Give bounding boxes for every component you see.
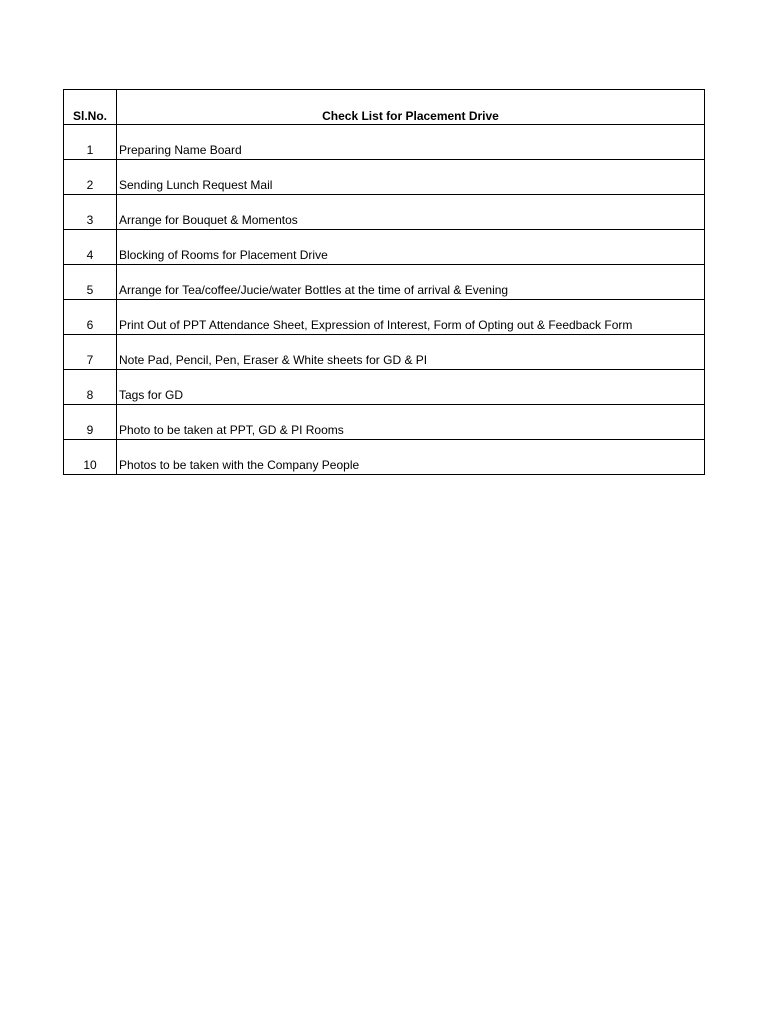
row-sl-no: 2: [64, 160, 117, 195]
table-row: [64, 370, 705, 405]
table-row: [64, 230, 705, 265]
table-row: [64, 300, 705, 335]
table-row: [64, 195, 705, 230]
row-item: Arrange for Bouquet & Momentos: [117, 195, 705, 230]
table-row: [64, 440, 705, 475]
row-item: Note Pad, Pencil, Pen, Eraser & White sheets for GD & PI: [117, 335, 705, 370]
placement-checklist-table: [63, 89, 705, 475]
row-sl-no: 9: [64, 405, 117, 440]
row-item: Blocking of Rooms for Placement Drive: [117, 230, 705, 265]
table-row: [64, 125, 705, 160]
row-item: Arrange for Tea/coffee/Jucie/water Bottles at the time of arrival & Evening: [117, 265, 705, 300]
row-sl-no: 3: [64, 195, 117, 230]
row-sl-no: 4: [64, 230, 117, 265]
row-item: Photo to be taken at PPT, GD & PI Rooms: [117, 405, 705, 440]
header-checklist-title: Check List for Placement Drive: [117, 90, 705, 125]
table-row: [64, 335, 705, 370]
row-sl-no: 8: [64, 370, 117, 405]
row-item: Photos to be taken with the Company People: [117, 440, 705, 475]
row-item: Tags for GD: [117, 370, 705, 405]
table-row: [64, 265, 705, 300]
table-row: [64, 160, 705, 195]
row-sl-no: 5: [64, 265, 117, 300]
row-item: Sending Lunch Request Mail: [117, 160, 705, 195]
row-sl-no: 7: [64, 335, 117, 370]
row-item: Print Out of PPT Attendance Sheet, Expression of Interest, Form of Opting out & Feedback Form: [117, 300, 705, 335]
row-item: Preparing Name Board: [117, 125, 705, 160]
row-sl-no: 1: [64, 125, 117, 160]
row-sl-no: 10: [64, 440, 117, 475]
checklist-sheet: [63, 89, 704, 475]
table-row: [64, 405, 705, 440]
header-sl-no: Sl.No.: [64, 90, 117, 125]
row-sl-no: 6: [64, 300, 117, 335]
header-row: [64, 90, 705, 125]
